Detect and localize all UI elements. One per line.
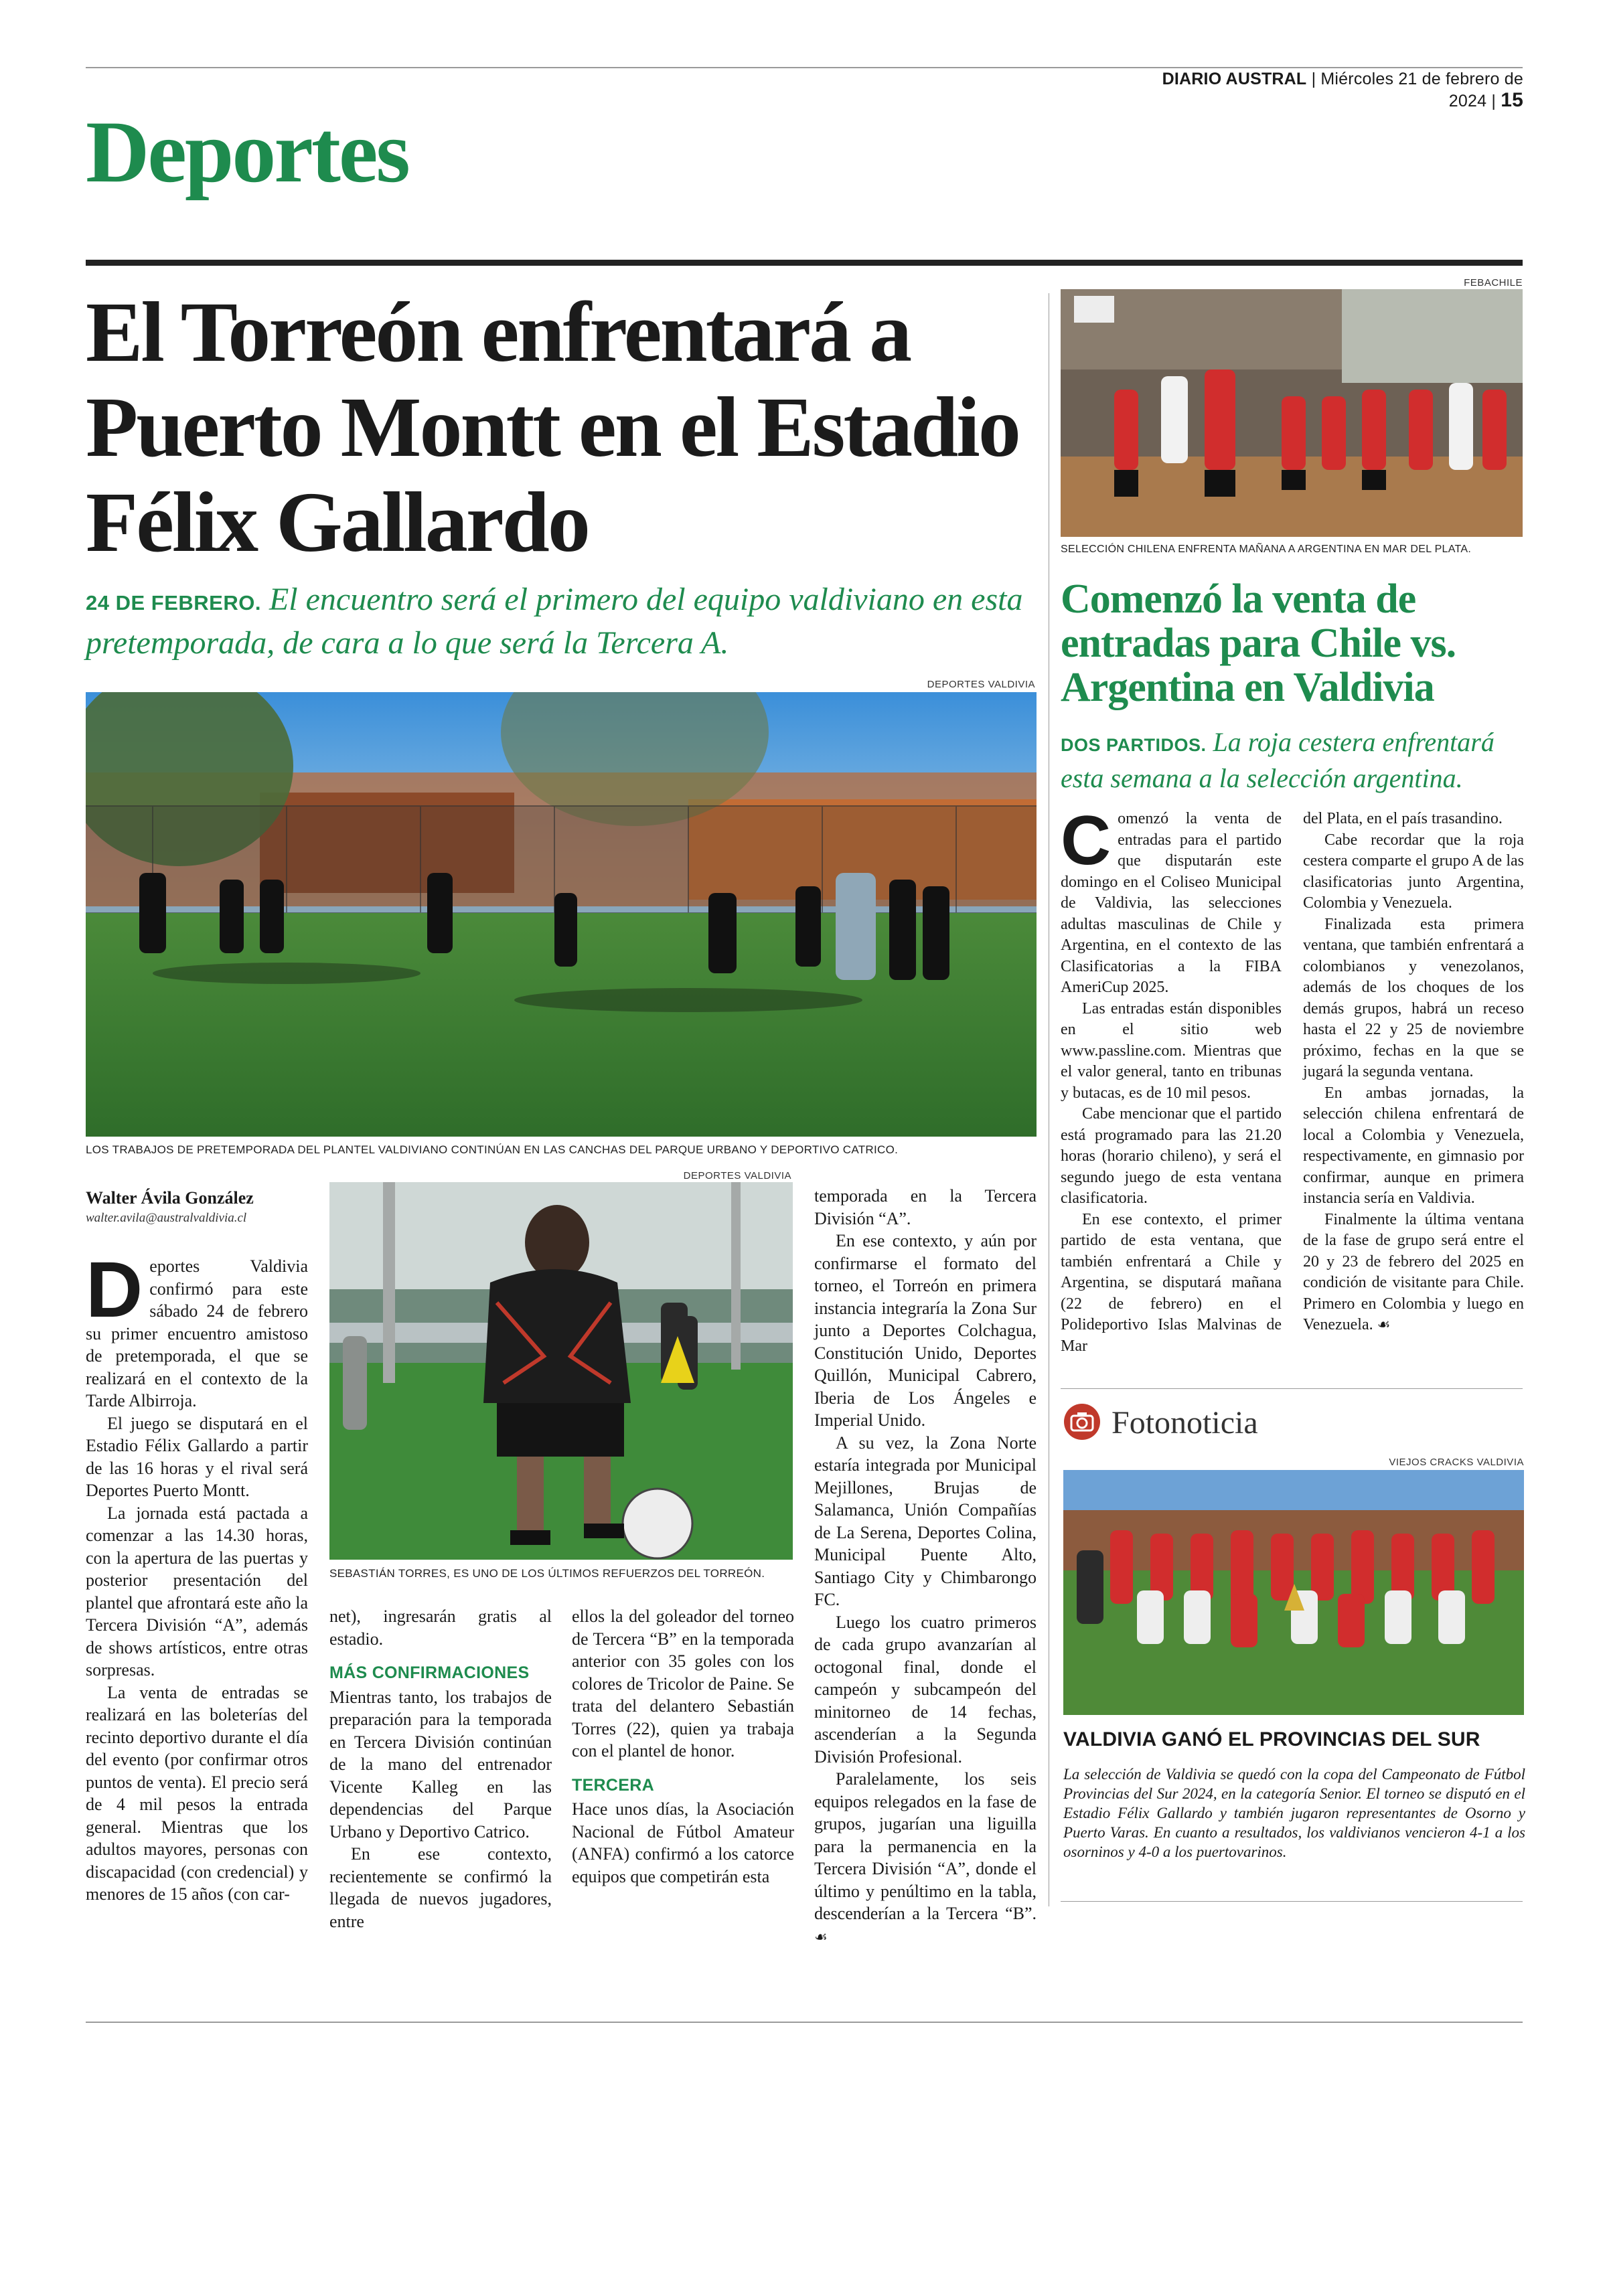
byline-email: walter.avila@australvaldivia.cl [86,1211,247,1225]
camera-icon-svg [1063,1403,1101,1441]
main-col2-first: net), ingresarán gratis al estadio. [329,1607,552,1649]
main-col3-p1: Hace unos días, la Asociación Nacional de Fútbol Amateur (ANFA) confirmó a los catorce equipos que competirán esta [572,1799,794,1886]
fotonoticia-rule [1061,1388,1523,1389]
side-col1-p1 [1061,802,1282,999]
main-kicker: 24 DE FEBRERO. [86,591,261,614]
section-rule [86,260,1523,266]
camera-icon [1063,1403,1101,1441]
side-col2-p1: Cabe recordar que la roja cestera comparte el grupo A de las clasificatorias junto Argentina, Colombia y Venezuela. [1303,831,1524,912]
main-col1-p1-text: eportes Valdivia confirmó para este sábado 24 de febrero su primer encuentro amistoso de pretemporada, el que se realizará en el contexto de la Tarde Albirroja. [86,1256,308,1410]
side-col2-p2: Finalizada esta primera ventana, que también enfrentará a colombianos y venezolanos, además de los choques de los demás grupos, habrá un receso hasta el 22 y 25 de noviembre próximo, fechas en la que se jugará la segunda ventana. [1303,915,1524,1080]
main-col4-p3: Luego los cuatro primeros de cada grupo avanzarían al octogonal final, donde el campeón y subcampeón del minitorneo de 14 fechas, ascenderían a la Segunda División Profesional. [814,1612,1037,1767]
main-col4-p2: A su vez, la Zona Norte estaría integrada por Municipal Mejillones, Brujas de Salamanca, Unión Compañías de La Serena, Deportes Colina, Municipal Puente Alto, Santiago City y Chimbarongo FC. [814,1432,1037,1609]
main-deck [86,580,1050,663]
side-col-2 [1303,809,1524,1336]
photo2-credit: DEPORTES VALDIVIA [683,1170,791,1181]
side-kicker: DOS PARTIDOS. [1061,735,1207,755]
main-col4-p1: En ese contexto, y aún por confirmarse el formato del torneo, el Torreón en primera instancia integraría la Zona Sur junto a Deportes Colchagua, Constitución Unido, Deportes Quillón, Municipal Cabrero, Iberia de Los Ángeles e Imperial Unido. [814,1231,1037,1430]
page-number: 15 [1501,89,1523,111]
main-col1-p1 [86,1246,308,1412]
top-rule [86,67,1523,68]
photo-team-training [86,692,1037,1137]
end-mark-icon: ☙ [814,1929,828,1946]
end-mark-icon: ☙ [1377,1317,1391,1333]
byline: Walter Ávila González [86,1188,254,1208]
subhead-tercera: TERCERA [572,1775,654,1795]
masthead-date: Miércoles 21 de febrero de 2024 [1320,70,1523,110]
photo-player [329,1182,793,1560]
main-col4-p4-text: Paralelamente, los seis equipos relegados en la fase de grupos, jugarían una liguilla para la permanencia en la Tercera División “A”, donde el último y penúltimo en la tabla, descenderían a la Tercera “B”. [814,1769,1037,1923]
byline-block [86,1188,307,1226]
side-col2-first: del Plata, en el país trasandino. [1303,810,1503,827]
fotonoticia-bottom-rule [1061,1901,1523,1902]
main-col3-first: ellos la del goleador del torneo de Tercera “B” en la temporada anterior con 35 goles con los colores de Tricolor de Paine. Se trata del delantero Sebastián Torres (22), quien ya trabaja con el plantel de honor. [572,1607,794,1760]
main-col-4 [814,1185,1037,1949]
main-col1-p4: La venta de entradas se realizará en las boleterías del recinto deportivo durante el día del evento (por confirmar otros puntos de venta). El precio será de 4 mil pesos la entrada general. Mientras que los adultos mayores, personas con discapacidad (con credencial) y menores de 15 años (con car- [86,1682,308,1904]
side-col1-p2: Las entradas están disponibles en el sitio web www.passline.com. Mientras que el valor general, tanto en tribunas y butacas, es de 10 mil pesos. [1061,999,1282,1102]
masthead [1148,70,1523,112]
fotonoticia-credit: VIEJOS CRACKS VALDIVIA [1389,1457,1524,1468]
main-col-1 [86,1246,308,1906]
photo1-credit: DEPORTES VALDIVIA [927,679,1035,690]
side-photo-caption: SELECCIÓN CHILENA ENFRENTA MAÑANA A ARGENTINA EN MAR DEL PLATA. [1061,544,1472,555]
main-deck-text: El encuentro será el primero del equipo valdiviano en esta pretemporada, de cara a lo que será la Tercera A. [86,582,1023,661]
photo-player-image [329,1182,793,1560]
masthead-sep: | [1311,70,1321,88]
side-headline: Comenzó la venta de entradas para Chile vs. Argentina en Valdivia [1061,576,1456,710]
side-col-1 [1061,802,1282,1357]
main-headline: El Torreón enfrentará a Puerto Montt en el Estadio Félix Gallardo [86,284,1019,570]
side-col1-p3: Cabe mencionar que el partido está programado para las 21.20 horas (horario chileno), y será el segundo juego de esta ventana clasificatoria. [1061,1105,1282,1207]
side-col2-p4 [1303,1210,1524,1336]
side-col1-p1-text: omenzó la venta de entradas para el partido que disputarán este domingo en el Coliseo Municipal de Valdivia, las selecciones adultas masculinas de Chile y Argentina, en el contexto de las Clasificatorias a la FIBA AmeriCup 2025. [1061,810,1282,996]
main-col4-p4 [814,1768,1037,1949]
masthead-sep: | [1491,92,1501,110]
side-col2-p4-text: Finalmente la última ventana de la fase de grupo será entre el 20 y 23 de febrero del 2025 en condición de visitante para Chile. Primero en Colombia y luego en Venezuela. [1303,1210,1524,1333]
photo1-caption: LOS TRABAJOS DE PRETEMPORADA DEL PLANTEL VALDIVIANO CONTINÚAN EN LAS CANCHAS DEL PARQUE URBANO Y DEPORTIVO CATRICO. [86,1143,899,1156]
main-col4-first: temporada en la Tercera División “A”. [814,1186,1037,1228]
side-deck-text: La roja cestera enfrentará esta semana a la selección argentina. [1061,727,1495,793]
side-col2-p3: En ambas jornadas, la selección chilena enfrentará de local a Colombia y Venezuela, respectivamente, en gimnasio por confirmar, aunque en primera instancia sería en Valdivia. [1303,1084,1524,1207]
main-col1-p2: El juego se disputará en el Estadio Félix Gallardo a partir de las 16 horas y el rival será Deportes Puerto Montt. [86,1413,308,1500]
photo-valdivia-team-image [1063,1470,1524,1715]
main-col-2 [329,1605,552,1933]
main-col2-p1: Mientras tanto, los trabajos de preparación para la temporada en Tercera División continúan de la mano del entrenador Vicente Kalleg en las dependencias del Parque Urbano y Deportivo Catrico. [329,1687,552,1841]
photo2-caption: SEBASTIÁN TORRES, ES UNO DE LOS ÚLTIMOS REFUERZOS DEL TORREÓN. [329,1567,765,1580]
photo-team-training-image [86,692,1037,1137]
main-col1-p3: La jornada está pactada a comenzar a las 14.30 horas, con la apertura de las puertas y posterior presentación del plantel que afrontará este año la Tercera División “A”, además de shows artísticos, entre otras sorpresas. [86,1503,308,1679]
fotonoticia-text: La selección de Valdivia se quedó con la copa del Campeonato de Fútbol Provincias del Sur 2024, en la categoría Senior. El torneo se disputó en el Estadio Félix Gallardo y también jugaron representantes de Osorno y Puerto Varas. En cuanto a resultados, los valdivianos vencieron 4-1 a los osorninos y 4-0 a los puertovarinos. [1063,1766,1525,1860]
main-col-3 [572,1605,794,1888]
fotonoticia-headline: VALDIVIA GANÓ EL PROVINCIAS DEL SUR [1063,1728,1480,1750]
main-dropcap: D [86,1246,143,1334]
side-dropcap: C [1061,802,1112,880]
photo-basketball [1061,289,1523,537]
fotonoticia-label: Fotonoticia [1112,1405,1258,1441]
bottom-rule [86,2022,1523,2023]
masthead-paper: DIARIO AUSTRAL [1162,70,1307,88]
side-deck [1061,726,1529,795]
side-photo-credit: FEBACHILE [1464,277,1523,289]
main-col2-p2: En ese contexto, recientemente se confirmó la llegada de nuevos jugadores, entre [329,1844,552,1931]
photo-basketball-image [1061,289,1523,537]
subhead-mas-confirmaciones: MÁS CONFIRMACIONES [329,1663,530,1682]
section-title: Deportes [86,102,408,201]
photo-valdivia-team [1063,1470,1524,1715]
side-col1-p4: En ese contexto, el primer partido de esta ventana, que también enfrentará a Chile y Argentina, se disputará mañana (22 de febrero) en el Polideportivo Islas Malvinas de Mar [1061,1210,1282,1355]
